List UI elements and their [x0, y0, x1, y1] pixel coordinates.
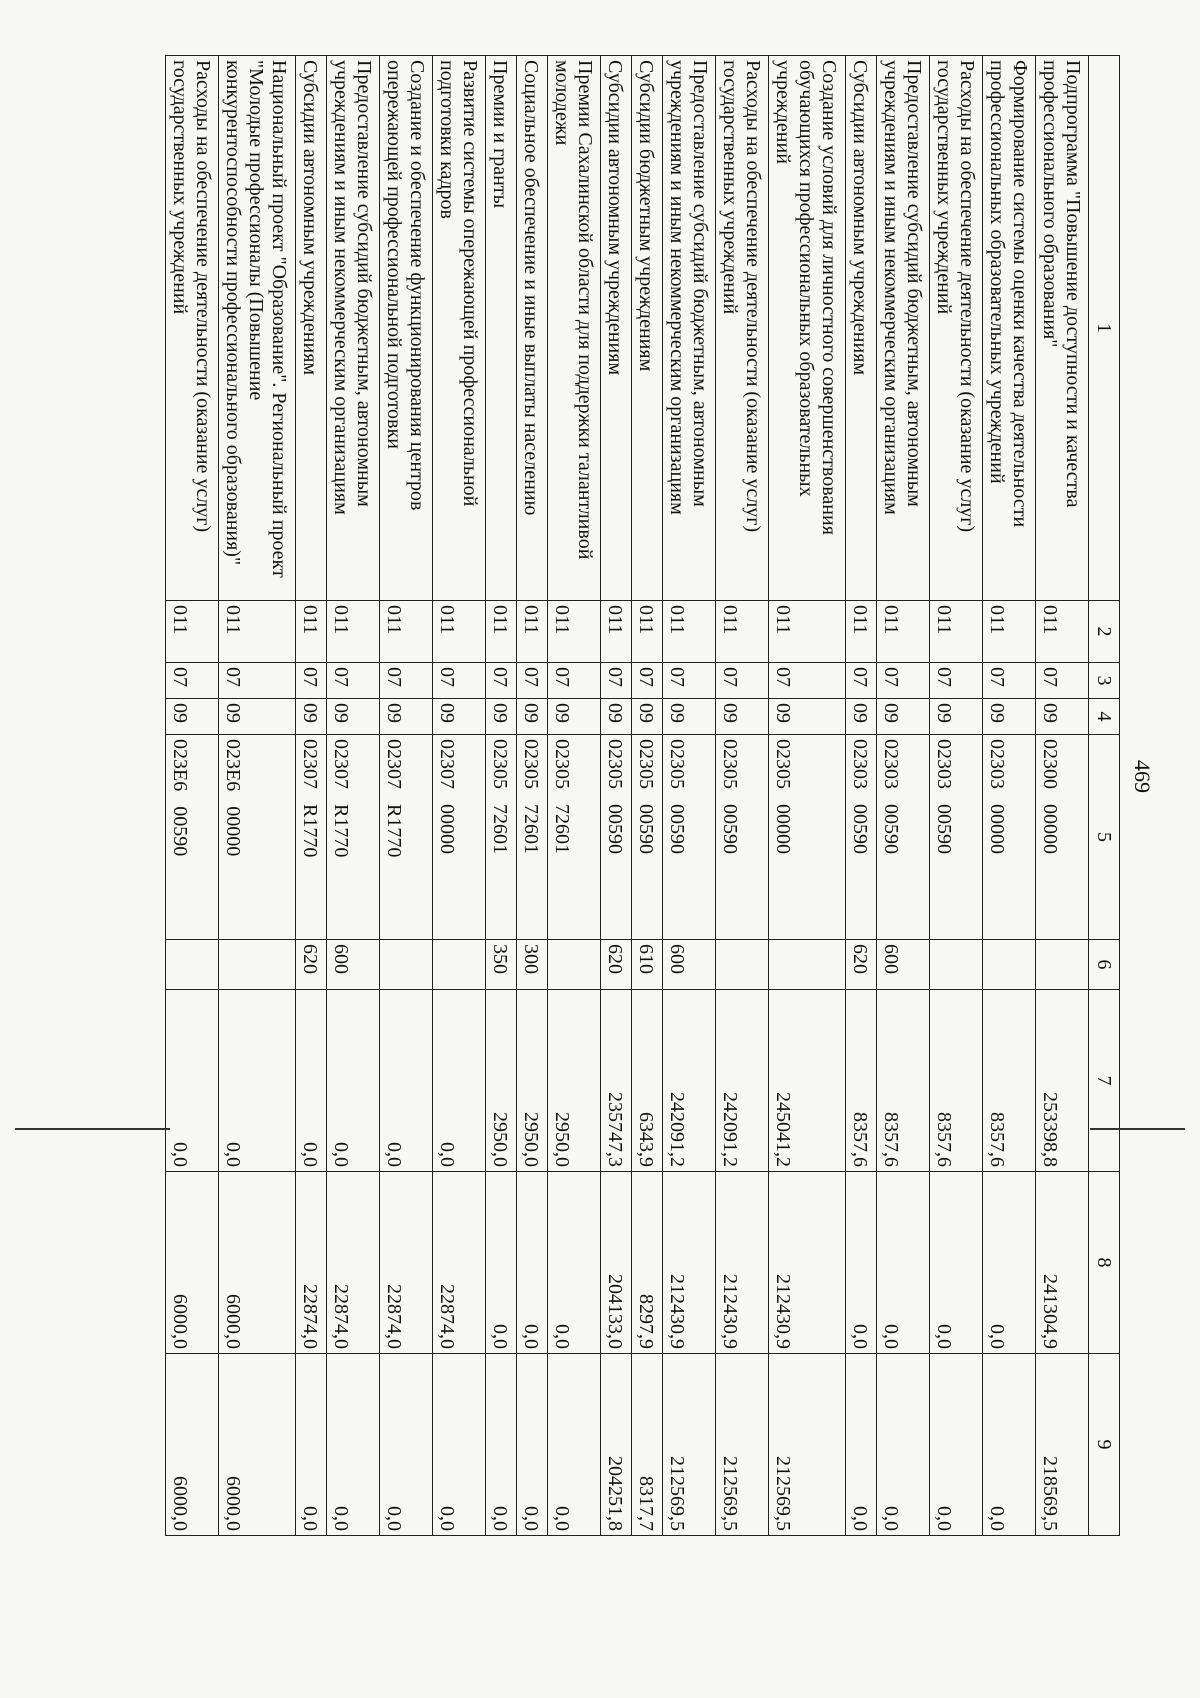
amount-cell-col7: 2950,0	[548, 990, 601, 1172]
section-cell: 07	[433, 663, 486, 699]
amount-cell-col7: 245041,2	[769, 990, 846, 1172]
scan-line-artefact	[1090, 1128, 1185, 1130]
table-row	[983, 56, 1036, 1536]
subsection-cell: 09	[380, 699, 433, 735]
header-cell: 4	[1089, 699, 1120, 735]
table-row	[433, 56, 486, 1536]
section-cell: 07	[769, 663, 846, 699]
gr-code-cell: 011	[663, 601, 716, 663]
expense-type-cell: 620	[846, 940, 877, 990]
row-name-cell: Премии и гранты	[486, 56, 517, 601]
section-cell: 07	[380, 663, 433, 699]
amount-cell-col8: 0,0	[930, 1172, 983, 1354]
amount-cell-col8: 212430,9	[663, 1172, 716, 1354]
subsection-cell: 09	[433, 699, 486, 735]
amount-cell-col9: 0,0	[517, 1354, 548, 1536]
amount-cell-col9: 0,0	[983, 1354, 1036, 1536]
section-cell: 07	[327, 663, 380, 699]
amount-cell-col9: 212569,5	[769, 1354, 846, 1536]
amount-cell-col9: 212569,5	[716, 1354, 769, 1536]
subsection-cell: 09	[548, 699, 601, 735]
target-article-cell: 02305 00000	[769, 735, 846, 940]
row-name-cell: Субсидии бюджетным учреждениям	[632, 56, 663, 601]
scan-line-artefact	[15, 1128, 170, 1130]
amount-cell-col8: 22874,0	[327, 1172, 380, 1354]
header-cell: 5	[1089, 735, 1120, 940]
amount-cell-col8: 204133,0	[601, 1172, 632, 1354]
subsection-cell: 09	[632, 699, 663, 735]
amount-cell-col7: 8357,6	[930, 990, 983, 1172]
gr-code-cell: 011	[517, 601, 548, 663]
amount-cell-col8: 22874,0	[433, 1172, 486, 1354]
amount-cell-col7: 0,0	[327, 990, 380, 1172]
amount-cell-col8: 241304,9	[1036, 1172, 1089, 1354]
subsection-cell: 09	[486, 699, 517, 735]
amount-cell-col8: 6000,0	[219, 1172, 296, 1354]
expense-type-cell	[930, 940, 983, 990]
gr-code-cell: 011	[632, 601, 663, 663]
subsection-cell: 09	[663, 699, 716, 735]
amount-cell-col9: 6000,0	[166, 1354, 219, 1536]
amount-cell-col8: 0,0	[486, 1172, 517, 1354]
amount-cell-col9: 0,0	[877, 1354, 930, 1536]
expense-type-cell	[380, 940, 433, 990]
amount-cell-col7: 253398,8	[1036, 990, 1089, 1172]
row-name-cell: Предоставление субсидий бюджетным, автономным учреждениям и иным некоммерческим организациям	[663, 56, 716, 601]
subsection-cell: 09	[846, 699, 877, 735]
gr-code-cell: 011	[548, 601, 601, 663]
row-name-cell: Развитие системы опережающей профессиональной подготовки кадров	[433, 56, 486, 601]
section-cell: 07	[632, 663, 663, 699]
amount-cell-col8: 22874,0	[380, 1172, 433, 1354]
subsection-cell: 09	[166, 699, 219, 735]
gr-code-cell: 011	[380, 601, 433, 663]
table-row	[296, 56, 327, 1536]
amount-cell-col8: 212430,9	[769, 1172, 846, 1354]
amount-cell-col9: 6000,0	[219, 1354, 296, 1536]
target-article-cell: 02305 72601	[548, 735, 601, 940]
row-name-cell: Предоставление субсидий бюджетным, автономным учреждениям и иным некоммерческим организациям	[327, 56, 380, 601]
target-article-cell: 02303 00590	[930, 735, 983, 940]
expense-type-cell	[166, 940, 219, 990]
row-name-cell: Создание условий для личностного совершенствования обучающихся профессиональных образовательных учреждений	[769, 56, 846, 601]
gr-code-cell: 011	[486, 601, 517, 663]
row-name-cell: Премии Сахалинской области для поддержки талантливой молодежи	[548, 56, 601, 601]
gr-code-cell: 011	[846, 601, 877, 663]
amount-cell-col9: 0,0	[548, 1354, 601, 1536]
amount-cell-col7: 8357,6	[846, 990, 877, 1172]
gr-code-cell: 011	[296, 601, 327, 663]
gr-code-cell: 011	[983, 601, 1036, 663]
section-cell: 07	[166, 663, 219, 699]
header-cell: 2	[1089, 601, 1120, 663]
section-cell: 07	[548, 663, 601, 699]
page-number: 469	[1130, 760, 1155, 793]
row-name-cell: Субсидии автономным учреждениям	[846, 56, 877, 601]
subsection-cell: 09	[1036, 699, 1089, 735]
amount-cell-col9: 0,0	[433, 1354, 486, 1536]
gr-code-cell: 011	[930, 601, 983, 663]
header-cell: 3	[1089, 663, 1120, 699]
expense-type-cell	[769, 940, 846, 990]
table-row	[327, 56, 380, 1536]
target-article-cell: 02303 00590	[846, 735, 877, 940]
subsection-cell: 09	[296, 699, 327, 735]
table-row	[548, 56, 601, 1536]
row-name-cell: Создание и обеспечение функционирования центров опережающей профессиональной подготовки	[380, 56, 433, 601]
header-cell: 9	[1089, 1354, 1120, 1536]
amount-cell-col8: 0,0	[877, 1172, 930, 1354]
amount-cell-col7: 242091,2	[663, 990, 716, 1172]
row-name-cell: Подпрограмма "Повышение доступности и качества профессионального образования"	[1036, 56, 1089, 601]
target-article-cell: 02305 00590	[601, 735, 632, 940]
amount-cell-col9: 0,0	[930, 1354, 983, 1536]
subsection-cell: 09	[327, 699, 380, 735]
target-article-cell: 02305 72601	[517, 735, 548, 940]
amount-cell-col8: 8297,9	[632, 1172, 663, 1354]
amount-cell-col9: 0,0	[380, 1354, 433, 1536]
target-article-cell: 02307 R1770	[380, 735, 433, 940]
table-body	[166, 56, 1120, 1536]
row-name-cell: Социальное обеспечение и иные выплаты населению	[517, 56, 548, 601]
section-cell: 07	[716, 663, 769, 699]
amount-cell-col9: 212569,5	[663, 1354, 716, 1536]
section-cell: 07	[296, 663, 327, 699]
row-name-cell: Субсидии автономным учреждениям	[601, 56, 632, 601]
amount-cell-col7: 0,0	[433, 990, 486, 1172]
amount-cell-col7: 8357,6	[877, 990, 930, 1172]
target-article-cell: 02303 00000	[983, 735, 1036, 940]
amount-cell-col8: 22874,0	[296, 1172, 327, 1354]
table-row	[601, 56, 632, 1536]
table-row	[877, 56, 930, 1536]
table-row	[716, 56, 769, 1536]
expense-type-cell	[716, 940, 769, 990]
amount-cell-col8: 212430,9	[716, 1172, 769, 1354]
target-article-cell: 02300 00000	[1036, 735, 1089, 940]
expense-type-cell	[219, 940, 296, 990]
amount-cell-col9: 0,0	[327, 1354, 380, 1536]
target-article-cell: 02307 R1770	[327, 735, 380, 940]
gr-code-cell: 011	[433, 601, 486, 663]
subsection-cell: 09	[219, 699, 296, 735]
section-cell: 07	[663, 663, 716, 699]
target-article-cell: 02305 00590	[632, 735, 663, 940]
expense-type-cell: 620	[296, 940, 327, 990]
gr-code-cell: 011	[877, 601, 930, 663]
section-cell: 07	[877, 663, 930, 699]
amount-cell-col9: 0,0	[846, 1354, 877, 1536]
subsection-cell: 09	[877, 699, 930, 735]
amount-cell-col9: 204251,8	[601, 1354, 632, 1536]
table-row	[632, 56, 663, 1536]
expense-type-cell	[548, 940, 601, 990]
header-cell: 6	[1089, 940, 1120, 990]
target-article-cell: 02305 00590	[663, 735, 716, 940]
expense-type-cell	[1036, 940, 1089, 990]
table-row	[486, 56, 517, 1536]
section-cell: 07	[983, 663, 1036, 699]
gr-code-cell: 011	[327, 601, 380, 663]
target-article-cell: 02305 00590	[716, 735, 769, 940]
gr-code-cell: 011	[601, 601, 632, 663]
amount-cell-col7: 6343,9	[632, 990, 663, 1172]
subsection-cell: 09	[517, 699, 548, 735]
table-row	[517, 56, 548, 1536]
amount-cell-col8: 0,0	[846, 1172, 877, 1354]
rotated-document	[130, 55, 1175, 1535]
amount-cell-col9: 8317,7	[632, 1354, 663, 1536]
section-cell: 07	[930, 663, 983, 699]
table-header-row	[1089, 56, 1120, 1536]
amount-cell-col8: 0,0	[983, 1172, 1036, 1354]
table-row	[846, 56, 877, 1536]
amount-cell-col8: 6000,0	[166, 1172, 219, 1354]
table-row	[930, 56, 983, 1536]
subsection-cell: 09	[983, 699, 1036, 735]
target-article-cell: 023Е6 00590	[166, 735, 219, 940]
expense-type-cell: 600	[663, 940, 716, 990]
amount-cell-col7: 2950,0	[517, 990, 548, 1172]
gr-code-cell: 011	[769, 601, 846, 663]
amount-cell-col7: 2950,0	[486, 990, 517, 1172]
header-cell: 8	[1089, 1172, 1120, 1354]
expense-type-cell: 620	[601, 940, 632, 990]
table-row	[663, 56, 716, 1536]
subsection-cell: 09	[930, 699, 983, 735]
subsection-cell: 09	[716, 699, 769, 735]
target-article-cell: 023Е6 00000	[219, 735, 296, 940]
row-name-cell: Предоставление субсидий бюджетным, автономным учреждениям и иным некоммерческим организациям	[877, 56, 930, 601]
expense-type-cell: 610	[632, 940, 663, 990]
table-row	[769, 56, 846, 1536]
section-cell: 07	[846, 663, 877, 699]
expense-type-cell	[983, 940, 1036, 990]
expense-type-cell	[433, 940, 486, 990]
row-name-cell: Расходы на обеспечение деятельности (оказание услуг) государственных учреждений	[930, 56, 983, 601]
target-article-cell: 02307 00000	[433, 735, 486, 940]
amount-cell-col8: 0,0	[548, 1172, 601, 1354]
section-cell: 07	[517, 663, 548, 699]
amount-cell-col7: 8357,6	[983, 990, 1036, 1172]
table-row	[380, 56, 433, 1536]
target-article-cell: 02307 R1770	[296, 735, 327, 940]
section-cell: 07	[601, 663, 632, 699]
target-article-cell: 02303 00590	[877, 735, 930, 940]
amount-cell-col7: 242091,2	[716, 990, 769, 1172]
row-name-cell: Расходы на обеспечение деятельности (оказание услуг) государственных учреждений	[166, 56, 219, 601]
gr-code-cell: 011	[219, 601, 296, 663]
expense-type-cell: 600	[327, 940, 380, 990]
expense-type-cell: 300	[517, 940, 548, 990]
amount-cell-col7: 0,0	[380, 990, 433, 1172]
target-article-cell: 02305 72601	[486, 735, 517, 940]
row-name-cell: Расходы на обеспечение деятельности (оказание услуг) государственных учреждений	[716, 56, 769, 601]
scan-line-artefact	[140, 1265, 1140, 1266]
table-row	[1036, 56, 1089, 1536]
header-cell: 7	[1089, 990, 1120, 1172]
amount-cell-col7: 235747,3	[601, 990, 632, 1172]
row-name-cell: Формирование системы оценки качества деятельности профессиональных образовательных учреждений	[983, 56, 1036, 601]
expense-type-cell: 600	[877, 940, 930, 990]
subsection-cell: 09	[601, 699, 632, 735]
amount-cell-col8: 0,0	[517, 1172, 548, 1354]
amount-cell-col9: 0,0	[486, 1354, 517, 1536]
amount-cell-col9: 0,0	[296, 1354, 327, 1536]
header-cell: 1	[1089, 56, 1120, 601]
section-cell: 07	[486, 663, 517, 699]
gr-code-cell: 011	[1036, 601, 1089, 663]
amount-cell-col9: 218569,5	[1036, 1354, 1089, 1536]
amount-cell-col7: 0,0	[296, 990, 327, 1172]
amount-cell-col7: 0,0	[166, 990, 219, 1172]
expense-type-cell: 350	[486, 940, 517, 990]
gr-code-cell: 011	[716, 601, 769, 663]
row-name-cell: Субсидии автономным учреждениям	[296, 56, 327, 601]
table-row	[219, 56, 296, 1536]
row-name-cell: Национальный проект "Образование". Региональный проект "Молодые профессионалы (Повышение конкурентоспособности профессионального образования)"	[219, 56, 296, 601]
table-row	[166, 56, 219, 1536]
section-cell: 07	[1036, 663, 1089, 699]
amount-cell-col7: 0,0	[219, 990, 296, 1172]
section-cell: 07	[219, 663, 296, 699]
budget-table	[165, 55, 1120, 1536]
gr-code-cell: 011	[166, 601, 219, 663]
subsection-cell: 09	[769, 699, 846, 735]
